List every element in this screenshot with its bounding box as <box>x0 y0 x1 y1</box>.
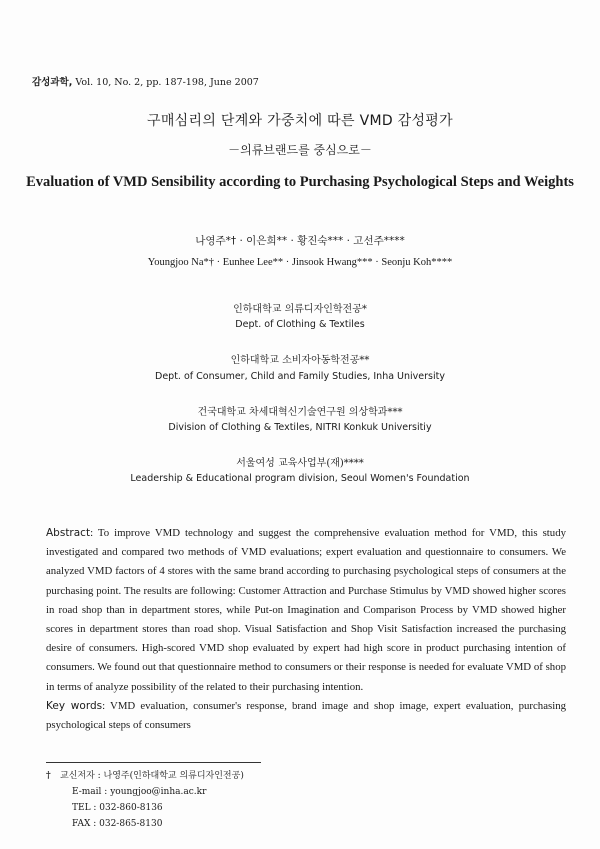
footnote-divider <box>46 762 261 763</box>
affiliation-2-kr: 인하대학교 소비자아동학전공** <box>230 355 370 366</box>
title-korean: 구매심리의 단계와 가중치에 따른 VMD 감성평가 <box>147 113 453 129</box>
affiliation-3-en: Division of Clothing & Textiles, NITRI Konkuk Universitiy <box>168 422 432 433</box>
dagger-mark: † <box>46 771 51 781</box>
affiliation-4-en: Leadership & Educational program division, Seoul Women's Foundation <box>130 473 470 484</box>
author-email: E-mail : youngjoo@inha.ac.kr <box>72 787 207 797</box>
footnote <box>46 768 244 832</box>
corresponding-author: 교신저자 : 나영주(인하대학교 의류디자인전공) <box>60 771 244 781</box>
authors-english: Youngjoo Na*† · Eunhee Lee** · Jinsook Hwang*** · Seonju Koh**** <box>147 257 453 268</box>
author-fax: FAX : 032-865-8130 <box>72 819 163 829</box>
journal-citation <box>32 74 259 88</box>
authors-korean: 나영주*† · 이은희** · 황진숙*** · 고선주**** <box>195 235 405 247</box>
keywords-label: Key words <box>46 699 103 712</box>
affiliation-3-kr: 건국대학교 차세대혁신기술연구원 의상학과*** <box>197 407 403 418</box>
abstract-label: Abstract <box>46 527 91 539</box>
subtitle-korean: －의류브랜드를 중심으로－ <box>228 143 372 157</box>
abstract-block <box>46 524 566 735</box>
keywords-text: : VMD evaluation, consumer's response, brand image and shop image, expert evaluation, purchasing psychological steps of consumers <box>46 699 566 732</box>
abstract-text: : To improve VMD technology and suggest the comprehensive evaluation method for VMD, this study investigated and compared two methods of VMD evaluations; expert evaluation and questionnaire to consumers. We analyzed VMD factors of 4 stores with the same brand according to purchasing psychological steps of consumers at the purchasing point. The results are following: Customer Attraction and Purchase Stimulus by VMD showed higher scores in road shop than in department stores, while Put-on Imagination and Comparison Process by VMD showed higher scores in department stores than road shop. Visual Satisfaction and Shop Visit Satisfaction increased the purchasing desire of consumers. High-scored VMD shop evaluated by expert had high score in product purchasing intention of consumers. We found out that questionnaire method to consumers or their response is needed for evaluate VMD of shop in terms of analyze possibility of the related to their purchasing intention. <box>46 527 566 693</box>
journal-volume: Vol. 10, No. 2, pp. 187-198, June 2007 <box>75 77 259 88</box>
title-english: Evaluation of VMD Sensibility according to Purchasing Psychological Steps and Weights <box>26 174 574 190</box>
affiliation-1-kr: 인하대학교 의류디자인학전공* <box>233 304 367 315</box>
affiliation-4-kr: 서울여성 교육사업부(재)**** <box>236 458 364 469</box>
affiliation-1-en: Dept. of Clothing & Textiles <box>235 319 365 330</box>
journal-name: 감성과학, <box>32 77 73 88</box>
affiliation-2-en: Dept. of Consumer, Child and Family Studies, Inha University <box>155 371 445 382</box>
author-tel: TEL : 032-860-8136 <box>72 803 163 813</box>
